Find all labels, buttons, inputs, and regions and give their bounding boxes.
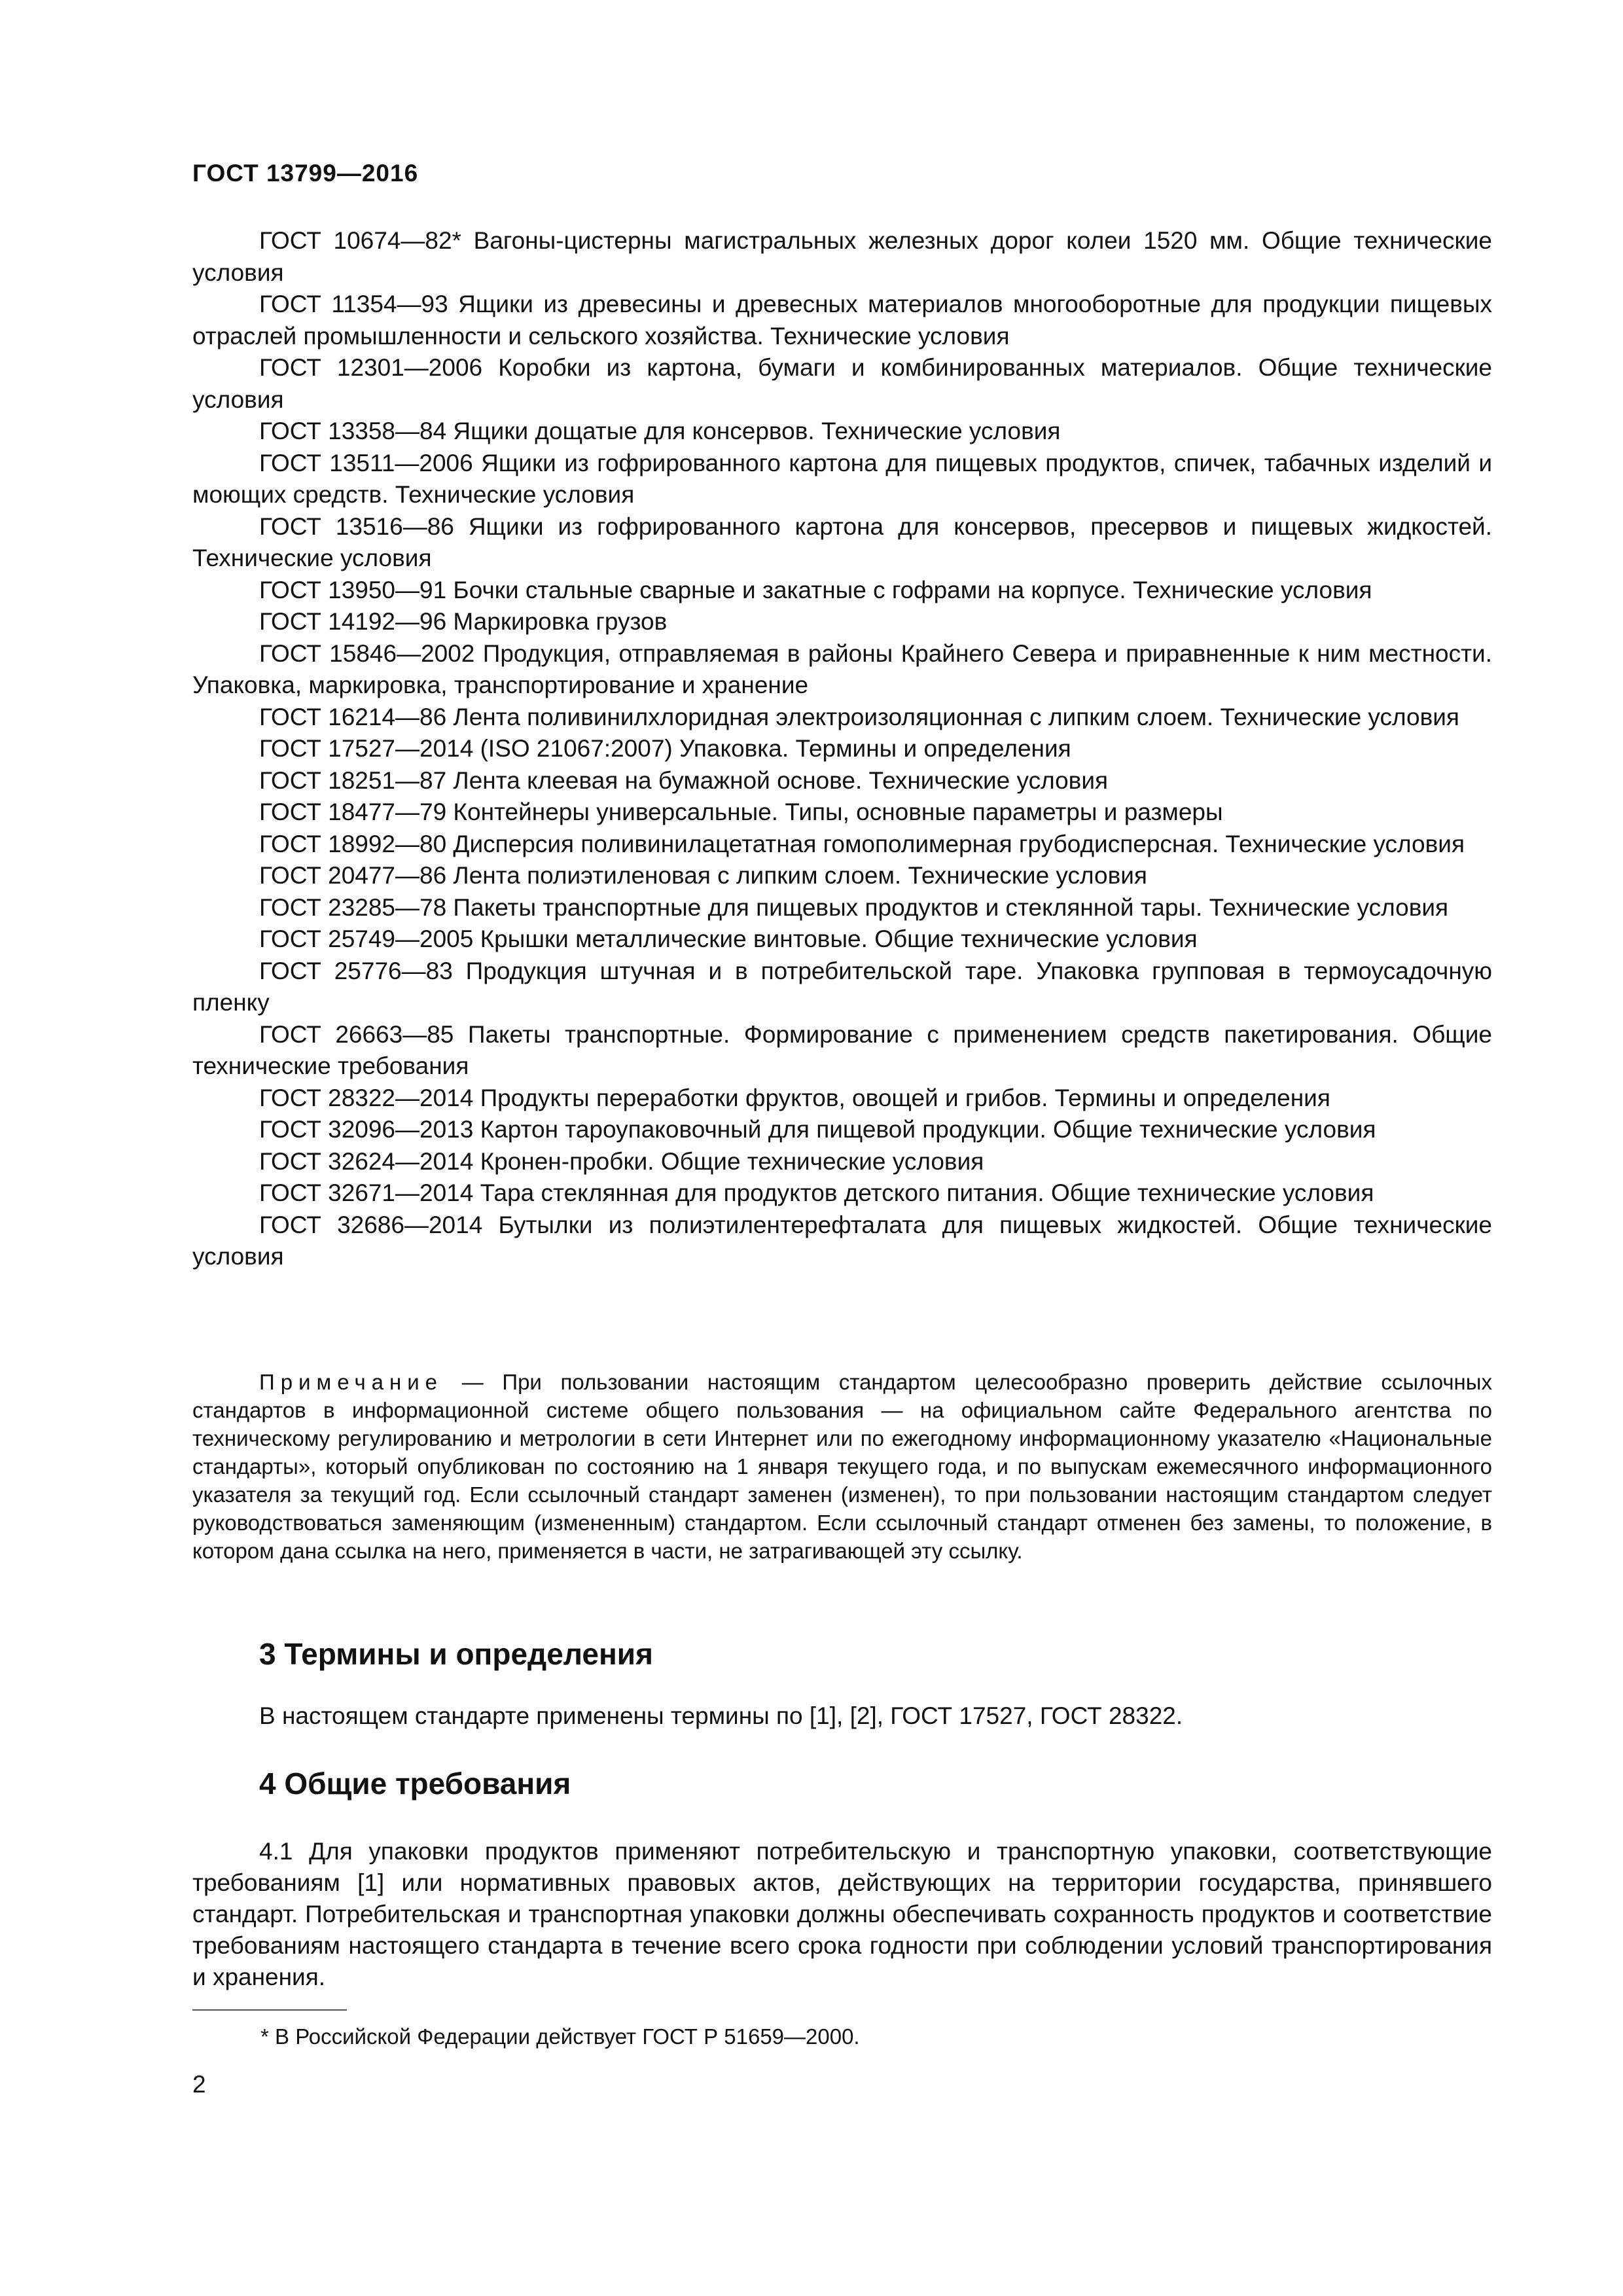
normative-references-list [192,225,1492,1273]
reference-item: ГОСТ 13358—84 Ящики дощатые для консервов. Технические условия [259,418,1061,444]
reference-item: ГОСТ 14192—96 Маркировка грузов [259,608,668,635]
note-label: Примечание [259,1370,444,1394]
reference-item: ГОСТ 25749—2005 Крышки металлические винтовые. Общие технические условия [259,925,1198,952]
footnote: * В Российской Федерации действует ГОСТ Р 51659—2000. [260,2024,860,2049]
reference-item: ГОСТ 32671—2014 Тара стеклянная для продуктов детского питания. Общие технические условия [259,1179,1374,1206]
reference-item: ГОСТ 32096—2013 Картон тароупаковочный для пищевой продукции. Общие технические условия [259,1116,1376,1143]
reference-item: ГОСТ 13950—91 Бочки стальные сварные и закатные с гофрами на корпусе. Технические условия [259,576,1372,603]
page-number: 2 [192,2071,206,2098]
reference-item: ГОСТ 20477—86 Лента полиэтиленовая с липким слоем. Технические условия [259,862,1147,889]
note-text: — При пользовании настоящим стандартом целесообразно проверить действие ссылочных стандартов в информационной системе общего пользования — на официальном сайте Федерального агентства по техническому регулированию и метрологии в сети Интернет или по ежегодному информационному указателю «Национальные стандарты», который опубликован по состоянию на 1 января текущего года, и по выпускам ежемесячного информационного указателя за текущий год. Если ссылочный стандарт заменен (изменен), то при пользовании настоящим стандартом следует руководствоваться заменяющим (измененным) стандартом. Если ссылочный стандарт отменен без замены, то положение, в котором дана ссылка на него, применяется в части, не затрагивающей эту ссылку. [192,1370,1493,1563]
reference-item: ГОСТ 13511—2006 Ящики из гофрированного картона для пищевых продуктов, спичек, табачных изделий и моющих средств. Технические условия [192,449,1492,508]
footnote-divider [192,2009,347,2011]
reference-item: ГОСТ 23285—78 Пакеты транспортные для пищевых продуктов и стеклянной тары. Технические условия [259,893,1449,921]
reference-item: ГОСТ 12301—2006 Коробки из картона, бумаги и комбинированных материалов. Общие технические условия [192,354,1492,413]
reference-item: ГОСТ 25776—83 Продукция штучная и в потребительской таре. Упаковка групповая в термоусадочную пленку [192,957,1492,1016]
section-3-heading: 3 Термины и определения [259,1637,653,1671]
reference-item: ГОСТ 11354—93 Ящики из древесины и древесных материалов многооборотные для продукции пищевых отраслей промышленности и сельского хозяйства. Технические условия [192,291,1492,350]
reference-item: ГОСТ 28322—2014 Продукты переработки фруктов, овощей и грибов. Термины и определения [259,1084,1330,1111]
reference-item: ГОСТ 17527—2014 (ISO 21067:2007) Упаковка. Термины и определения [259,735,1071,762]
section-4-heading: 4 Общие требования [259,1767,571,1801]
reference-item: ГОСТ 26663—85 Пакеты транспортные. Формирование с применением средств пакетирования. Общие технические требования [192,1020,1492,1079]
document-header: ГОСТ 13799—2016 [192,160,419,187]
reference-item: ГОСТ 16214—86 Лента поливинилхлоридная электроизоляционная с липким слоем. Технические условия [259,703,1459,730]
reference-item: ГОСТ 32624—2014 Кронен-пробки. Общие технические условия [259,1147,984,1175]
reference-item: ГОСТ 10674—82* Вагоны-цистерны магистральных железных дорог колеи 1520 мм. Общие технические условия [192,227,1492,286]
reference-item: ГОСТ 18251—87 Лента клеевая на бумажной основе. Технические условия [259,766,1109,794]
reference-item: ГОСТ 18992—80 Дисперсия поливинилацетатная гомополимерная грубодисперсная. Технические условия [259,830,1465,857]
reference-item: ГОСТ 15846—2002 Продукция, отправляемая в районы Крайнего Севера и приравненные к ним местности. Упаковка, маркировка, транспортирование и хранение [192,639,1492,698]
reference-item: ГОСТ 18477—79 Контейнеры универсальные. Типы, основные параметры и размеры [259,798,1223,825]
reference-item: ГОСТ 13516—86 Ящики из гофрированного картона для консервов, пресервов и пищевых жидкостей. Технические условия [192,512,1492,571]
clause-4-1-text: 4.1 Для упаковки продуктов применяют потребительскую и транспортную упаковки, соответствующие требованиям [1] или нормативных правовых актов, действующих на территории государства, принявшего стандарт. Потребительская и транспортная упаковки должны обеспечивать сохранность продуктов и соответствие требованиям настоящего стандарта в течение всего срока годности при соблюдении условий транспортирования и хранения. [192,1838,1492,1990]
note-block [192,1368,1492,1565]
reference-item: ГОСТ 32686—2014 Бутылки из полиэтилентерефталата для пищевых жидкостей. Общие технические условия [192,1211,1492,1270]
section-3-text: В настоящем стандарте применены термины по [1], [2], ГОСТ 17527, ГОСТ 28322. [259,1702,1183,1729]
